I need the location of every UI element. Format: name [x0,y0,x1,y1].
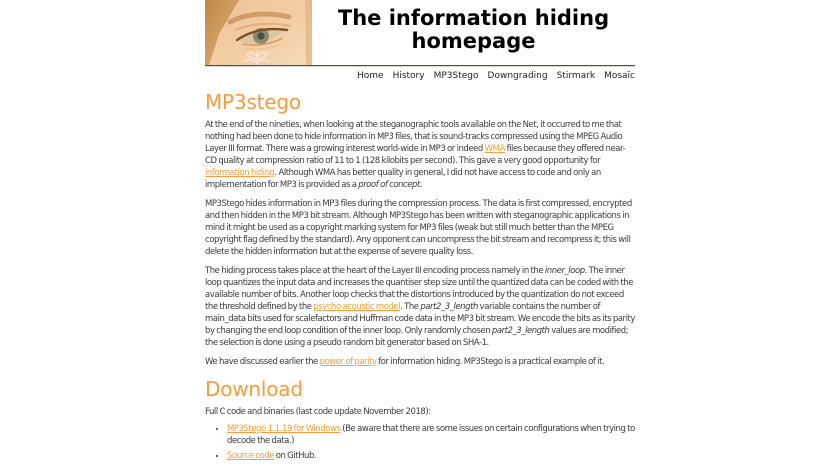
paragraph [205,119,635,191]
nav-link-mp3stego[interactable]: MP3Stego [433,71,479,81]
emphasis-text: inner_loop [544,266,585,276]
page-header [205,0,635,65]
text-run: on GitHub. [273,451,317,461]
link-wma[interactable]: WMA [484,144,505,154]
main-nav [205,67,635,83]
download-list-item [227,450,635,462]
text-run: values are modified; the selection is done using a pseudo random bit generator based on SHA-1. [205,326,629,348]
article-paragraphs [205,119,635,368]
paragraph [205,265,635,349]
page-title: MP3stego [205,90,301,114]
text-run: variable contains the number of main_data bits used for scalefactors and Huffman code data in the MP3 bit stream. We encode the bits as its parity by changing the end loop condition of the inner loop. Only randomly chosen [205,302,635,336]
text-run: . The inner loop quantizes the input data and increases the quantiser step size until the quantized data can be coded with the available number of bits. Another loop checks that the distortions introduced by the quantization do not exceed the threshold defined by the [205,266,633,312]
text-run: . [419,180,423,190]
link-power-of-parity[interactable]: power of parity [319,357,377,367]
download-intro: Full C code and binaries (last code update November 2018): [205,407,431,417]
text-run: (Be aware that there are some issues on certain configurations when trying to decode the data.) [227,424,635,446]
link-information-hiding[interactable]: information hiding [205,168,275,178]
text-run: The hiding process takes place at the heart of the Layer III encoding process namely in the [205,266,545,276]
text-run: . The [400,302,421,312]
link-mp3stego-1-1-19-for-windows[interactable]: MP3Stego 1.1.19 for Windows [227,424,341,434]
paragraph [205,356,635,368]
nav-link-downgrading[interactable]: Downgrading [487,71,548,81]
emphasis-text: proof of concept [358,180,420,190]
text-run: files because they offered near-CD quality at compression ratio of 11 to 1 (128 kilobits per second). This gave a very good opportunity for [205,144,626,166]
text-run: At the end of the nineties, when looking at the steganographic tools available on the Net, it occurred to me that nothing had been done to hide information in MP3 files, that is sound-tracks compressed using the MPEG Audio Layer III format. There was a growing interest world-wide in MP3 or indeed [205,120,623,154]
download-heading: Download [205,377,303,401]
download-list [227,423,635,462]
download-list-item [227,423,635,447]
site-title: The information hiding homepage [337,6,610,53]
link-psycho-acoustic-model[interactable]: psycho acoustic model [313,302,401,312]
nav-link-mosa-c[interactable]: Mosaïc [604,71,635,81]
nav-link-history[interactable]: History [392,71,425,81]
text-run: MP3Stego hides information in MP3 files during the compression process. The data is first compressed, encrypted and then hidden in the MP3 bit stream. Although MP3Stego has been written with steganographic applications in mind it might be used as a copyright marking system for MP3 files (weak but still much better than the MPEG copyright flag defined by the standard). Any opponent can uncompress the bit stream and recompress it; this will delete the hidden information but at the expense of severe quality loss. [205,199,632,257]
emphasis-text: part2_3_length [420,302,478,312]
text-run: . Although WMA has better quality in general, I did not have access to code and only an implementation for MP3 is provided as a [205,168,601,190]
nav-link-home[interactable]: Home [356,71,384,81]
content-column [205,0,635,462]
nav-link-stirmark[interactable]: Stirmark [556,71,596,81]
text-run: for information hiding. MP3Stego is a practical example of it. [376,357,605,367]
text-run: We have discussed earlier the [205,357,320,367]
link-source-code[interactable]: Source code [227,451,274,461]
emphasis-text: part2_3_length [491,326,550,336]
eye-painting-image [205,0,312,65]
paragraph [205,198,635,258]
